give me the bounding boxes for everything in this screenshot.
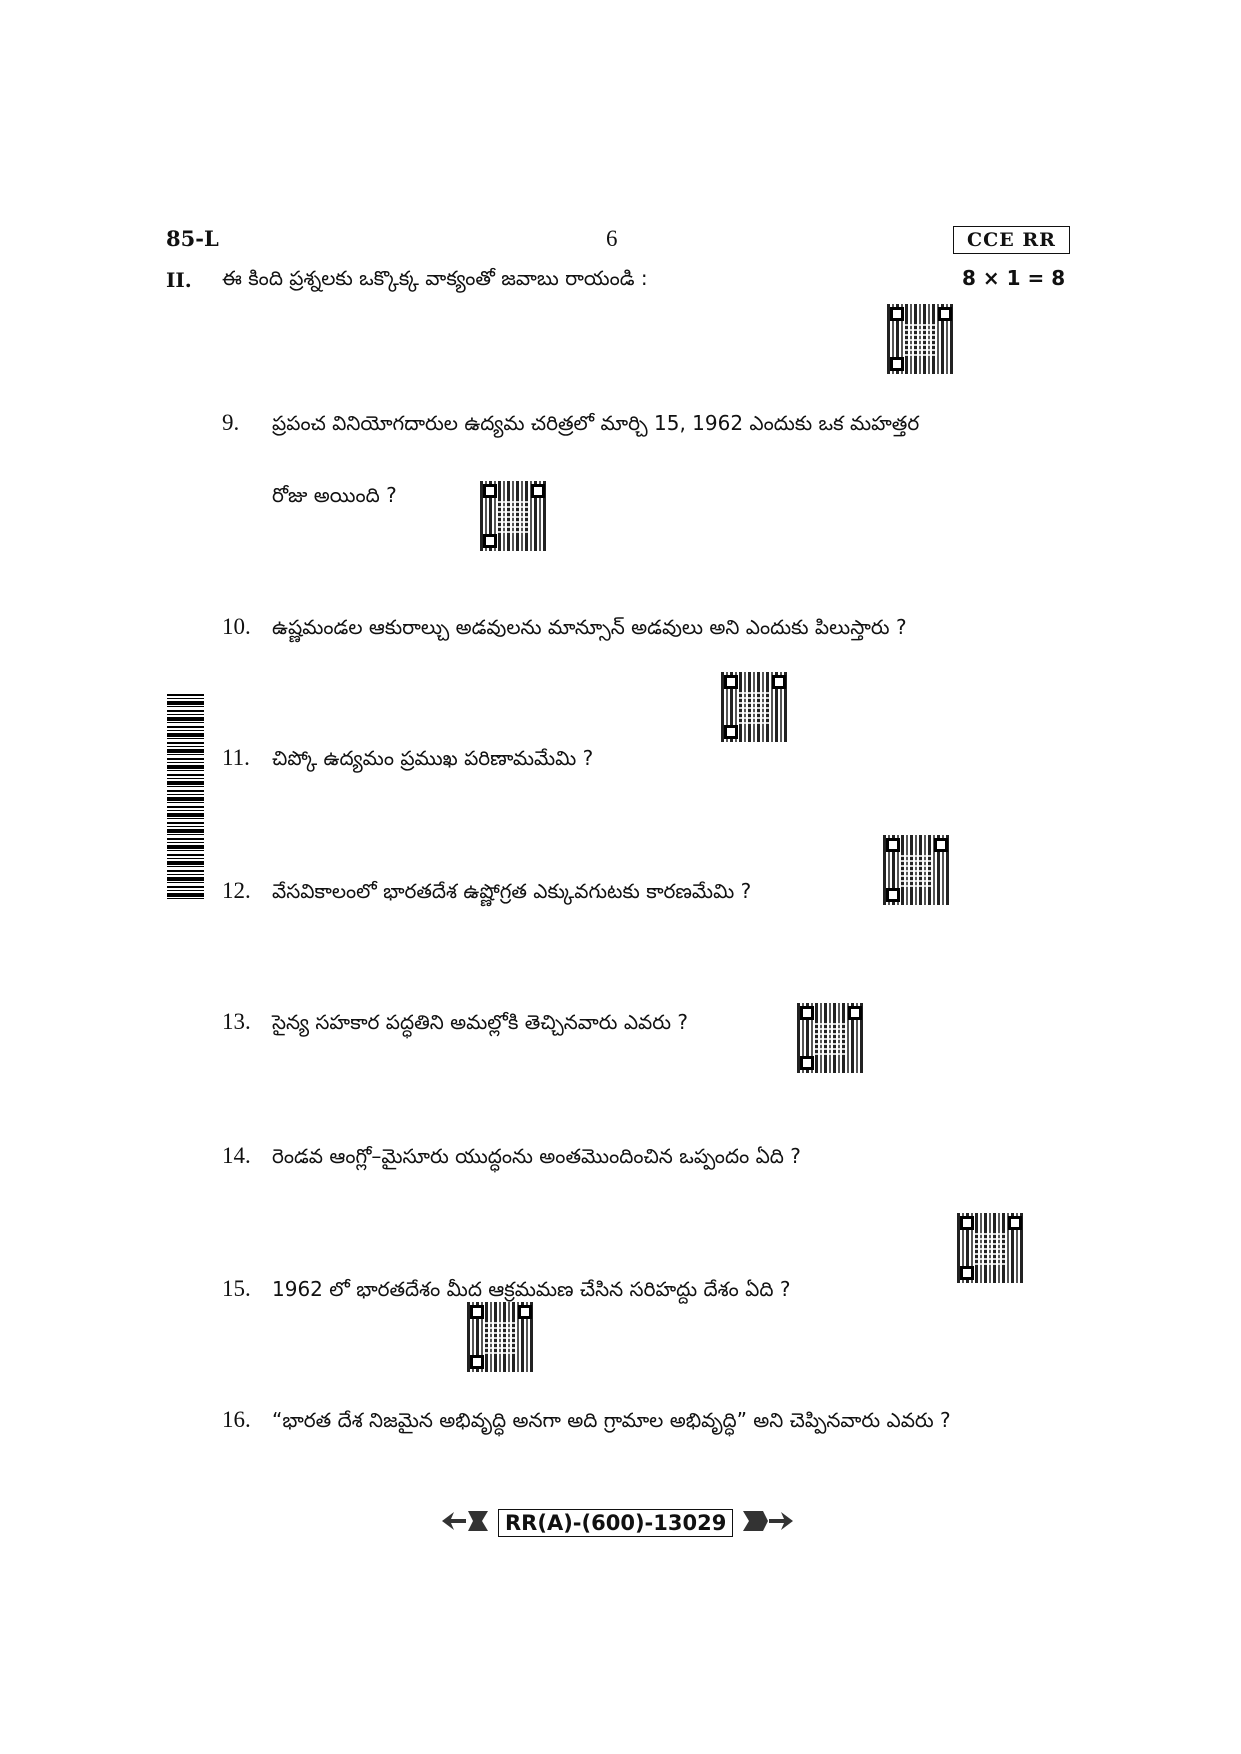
footer-code: RR(A)-(600)-13029	[498, 1509, 733, 1537]
qr-code-icon	[797, 1003, 865, 1073]
question-text: ఉష్ణమండల ఆకురాల్చు అడవులను మాన్సూన్ అడవులు అని ఎందుకు పిలుస్తారు ?	[272, 615, 907, 639]
question-number: 16.	[222, 1407, 251, 1432]
question-text-continued: రోజు అయింది ?	[272, 483, 397, 507]
arrow-right-icon	[741, 1508, 795, 1538]
question-text: ప్రపంచ వినియోగదారుల ఉద్యమ చరిత్రలో మార్చి 15, 1962 ఎందుకు ఒక మహత్తర	[272, 411, 920, 435]
qr-code-icon	[957, 1213, 1025, 1283]
barcode-icon	[167, 694, 204, 901]
section-instruction: ఈ కింది ప్రశ్నలకు ఒక్కొక్క వాక్యంతో జవాబు రాయండి :	[222, 266, 648, 290]
qr-code-icon	[883, 835, 951, 905]
question-text: సైన్య సహకార పద్ధతిని అమల్లోకి తెచ్చినవారు ఎవరు ?	[272, 1010, 689, 1034]
question-number: 14.	[222, 1143, 251, 1168]
question-text: చిప్కో ఉద్యమం ప్రముఖ పరిణామమేమి ?	[272, 746, 594, 770]
page-number: 6	[606, 226, 618, 251]
qr-code-icon	[721, 672, 789, 742]
question-number: 10.	[222, 614, 251, 639]
question-number: 13.	[222, 1009, 251, 1034]
question-text: రెండవ ఆంగ్లో–మైసూరు యుద్ధంను అంతమొందించిన ఒప్పందం ఏది ?	[272, 1144, 801, 1168]
question-text: వేసవికాలంలో భారతదేశ ఉష్ణోగ్రత ఎక్కువగుటకు కారణమేమి ?	[272, 879, 752, 903]
qr-code-icon	[480, 481, 548, 551]
series-box: CCE RR	[953, 226, 1070, 254]
section-marks: 8 × 1 = 8	[962, 266, 1066, 290]
section-number: II.	[166, 268, 192, 292]
arrow-left-icon	[440, 1508, 490, 1538]
question-number: 9.	[222, 410, 240, 435]
qr-code-icon	[887, 304, 955, 374]
qr-code-icon	[467, 1302, 535, 1372]
paper-code: 85-L	[166, 226, 219, 251]
question-number: 12.	[222, 878, 251, 903]
question-text: “భారత దేశ నిజమైన అభివృద్ధి అనగా అది గ్రామాల అభివృద్ధి” అని చెప్పినవారు ఎవరు ?	[272, 1408, 951, 1432]
question-text: 1962 లో భారతదేశం మీద ఆక్రమమణ చేసిన సరిహద్దు దేశం ఏది ?	[272, 1277, 791, 1301]
question-number: 11.	[222, 745, 250, 770]
footer-code-banner	[440, 1503, 795, 1543]
question-number: 15.	[222, 1276, 251, 1301]
